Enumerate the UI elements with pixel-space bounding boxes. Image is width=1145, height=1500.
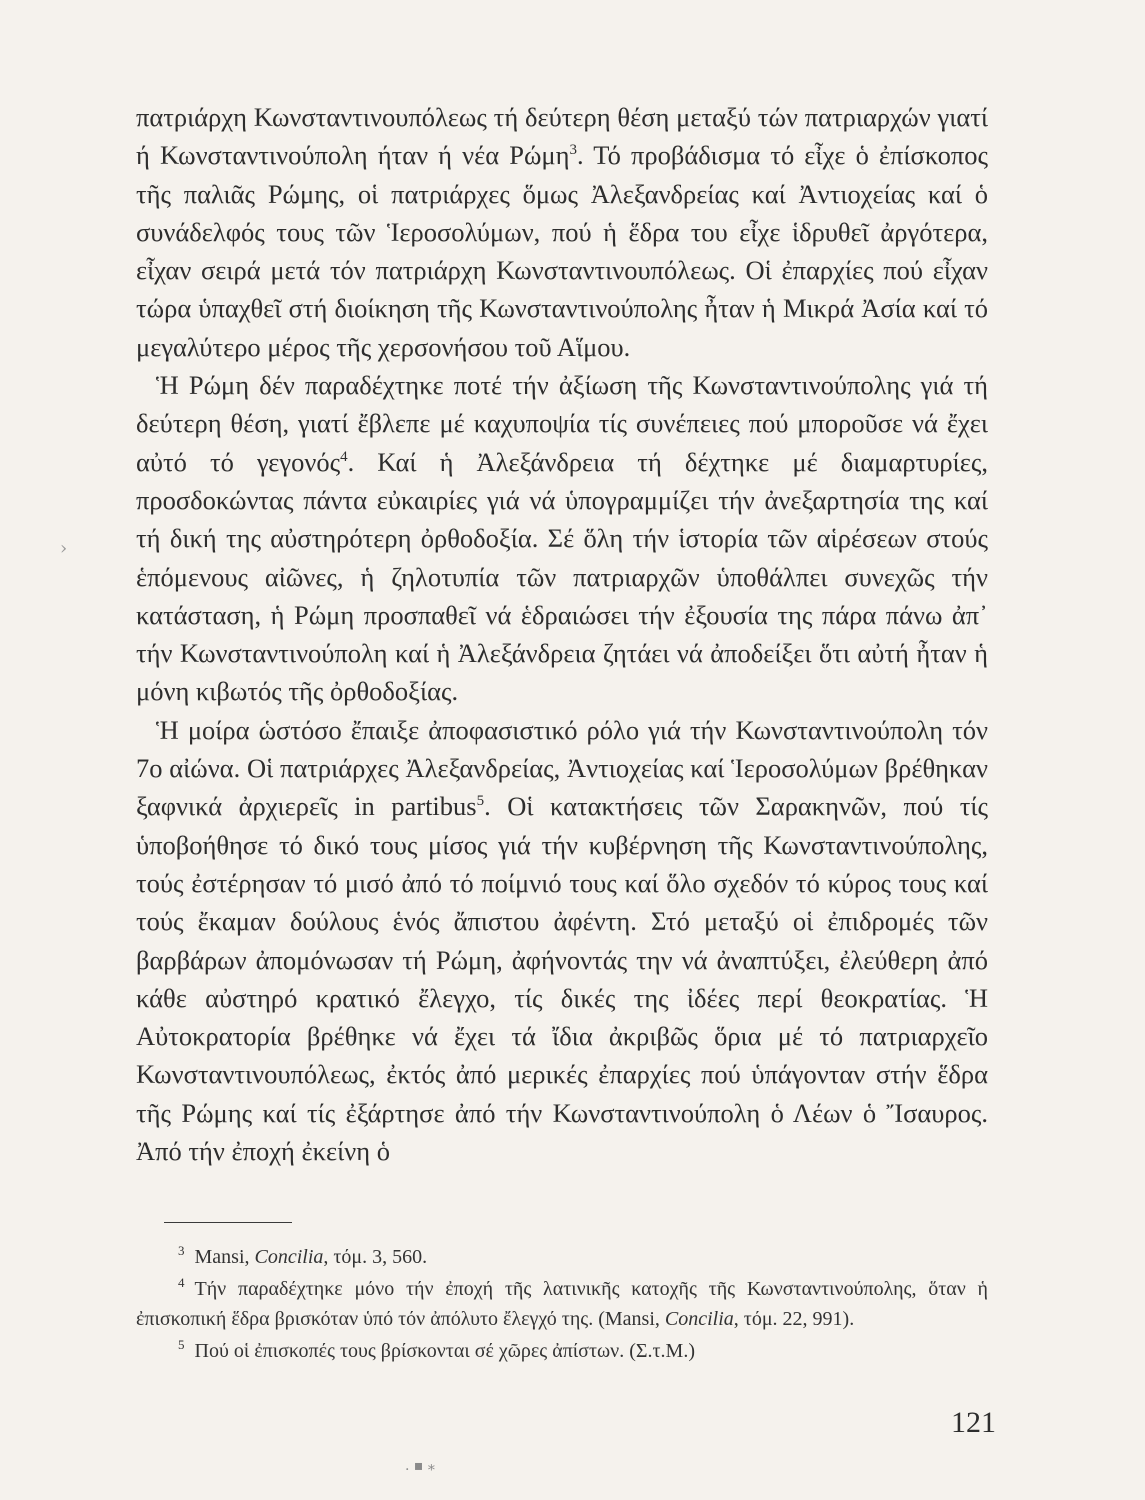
print-specks: . ▪ ⁎ [405,1458,435,1474]
paragraph-3 [136,711,988,1171]
page-number: 121 [951,1406,996,1439]
paragraph-2 [136,366,988,711]
main-text [136,98,988,1170]
paragraph-1-text-b: . Τό προβάδισμα τό εἶχε ὁ ἐπίσκοπος τῆς παλιᾶς Ρώμης, οἱ πατριάρχες ὅμως Ἀλεξανδρείας καί Ἀντιοχείας καί ὁ συνάδελφός τους τῶν Ἱεροσολύμων, πού ἡ ἕδρα του εἶχε ἱδρυθεῖ ἀργότερα, εἶχαν σειρά μετά τόν πατριάρχη Κωνσταντινουπόλεως. Οἱ ἐπαρχίες πού εἶχαν τώρα ὑπαχθεῖ στή διοίκηση τῆς Κωνσταντινούπολης ἦταν ἡ Μικρά Ἀσία καί τό μεγαλύτερο μέρος τῆς χερσονήσου τοῦ Αἵμου. [136,140,988,362]
paragraph-3-text-a: Ἡ μοίρα ὡστόσο ἔπαιξε ἀποφασιστικό ρόλο γιά τήν Κωνσταντινούπολη τόν 7ο αἰώνα. Οἱ πατριάρχες Ἀλεξανδρείας, Ἀντιοχείας καί Ἱεροσολύμων βρέθηκαν ξαφνικά ἀρχιερεῖς in partibus [136,714,988,822]
footnotes [136,1242,988,1368]
footnote-4-title: Concilia [664,1308,734,1330]
paragraph-2-text-a: Ἡ Ρώμη δέν παραδέχτηκε ποτέ τήν ἀξίωση τῆς Κωνσταντινούπολης γιά τή δεύτερη θέση, γιατί ἔβλεπε μέ καχυποψία τίς συνέπειες πού μποροῦσε νά ἔχει αὐτό τό γεγονός [136,370,988,477]
paragraph-1-text-a: πατριάρχη Κωνσταντινουπόλεως τή δεύτερη θέση μεταξύ τών πατριαρχών γιατί ή Κωνσταντινούπολη ήταν ή νέα Ρώμη [136,102,988,171]
footnote-ref-5: 5 [476,793,485,810]
footnote-4 [136,1274,988,1334]
footnote-4-text-b: , τόμ. 22, 991). [733,1308,855,1330]
margin-mark: › [60,538,68,559]
footnote-separator [164,1222,292,1223]
paragraph-2-text-b: . Καί ἡ Ἀλεξάνδρεια τή δέχτηκε μέ διαμαρτυρίες, προσδοκώντας πάντα εὐκαιρίες γιά νά ὑπογραμμίζει τήν ἀνεξαρτησία της καί τή δική της αὐστηρότερη ὀρθοδοξία. Σέ ὅλη τήν ἱστορία τῶν αἱρέσεων στούς ἑπόμενους αἰῶνες, ἡ ζηλοτυπία τῶν πατριαρχῶν ὑποθάλπει συνεχῶς τήν κατάσταση, ἡ Ρώμη προσπαθεῖ νά ἑδραιώσει τήν ἐξουσία της πάρα πάνω ἀπ᾽ τήν Κωνσταντινούπολη καί ἡ Ἀλεξάνδρεια ζητάει νά ἀποδείξει ὅτι αὐτή ἦταν ἡ μόνη κιβωτός τῆς ὀρθοδοξίας. [136,446,988,707]
footnote-4-text-a: Τήν παραδέχτηκε μόνο τήν ἐποχή τῆς λατινικῆς κατοχῆς τῆς Κωνσταντινούπολης, ὅταν ἡ ἐπισκοπική ἕδρα βρισκόταν ὑπό τόν ἀπόλυτο ἔλεγχό της. (Mansi, [136,1278,988,1330]
footnote-ref-3: 3 [569,142,577,159]
paragraph-1 [136,98,988,366]
footnote-3 [136,1242,988,1272]
footnote-5 [136,1336,988,1366]
footnote-3-number: 3 [178,1243,185,1258]
footnote-5-text: Πού οἱ ἐπισκοπές τους βρίσκονται σέ χῶρες ἀπίστων. (Σ.τ.Μ.) [194,1340,695,1362]
footnote-5-number: 5 [178,1337,185,1352]
footnote-ref-4: 4 [340,448,348,465]
footnote-3-text-a: Mansi, [194,1246,255,1268]
paragraph-3-text-b: . Οἱ κατακτήσεις τῶν Σαρακηνῶν, πού τίς ὑποβοήθησε τό δικό τους μίσος γιά τήν κυβέρνηση τῆς Κωνσταντινούπολης, τούς ἐστέρησαν τό μισό ἀπό τό ποίμνιό τους καί ὅλο σχεδόν τό κύρος τους καί τούς ἔκαμαν δούλους ἑνός ἄπιστου ἀφέντη. Στό μεταξύ οἱ ἐπιδρομές τῶν βαρβάρων ἀπομόνωσαν τή Ρώμη, ἀφήνοντάς την νά ἀναπτύξει, ἐλεύθερη ἀπό κάθε αὐστηρό κρατικό ἔλεγχο, τίς δικές της ἰδέες περί θεοκρατίας. Ἡ Αὐτοκρατορία βρέθηκε νά ἔχει τά ἴδια ἀκριβῶς ὅρια μέ τό πατριαρχεῖο Κωνσταντινουπόλεως, ἐκτός ἀπό μερικές ἐπαρχίες πού ὑπάγονταν στήν ἕδρα τῆς Ρώμης καί τίς ἐξάρτησε ἀπό τήν Κωνσταντινούπολη ὁ Λέων ὁ Ἴσαυρος. Ἀπό τήν ἐποχή ἐκείνη ὁ [136,791,988,1167]
footnote-3-text-b: , τόμ. 3, 560. [323,1246,428,1268]
footnote-4-number: 4 [178,1275,185,1290]
footnote-3-title: Concilia [254,1246,324,1268]
